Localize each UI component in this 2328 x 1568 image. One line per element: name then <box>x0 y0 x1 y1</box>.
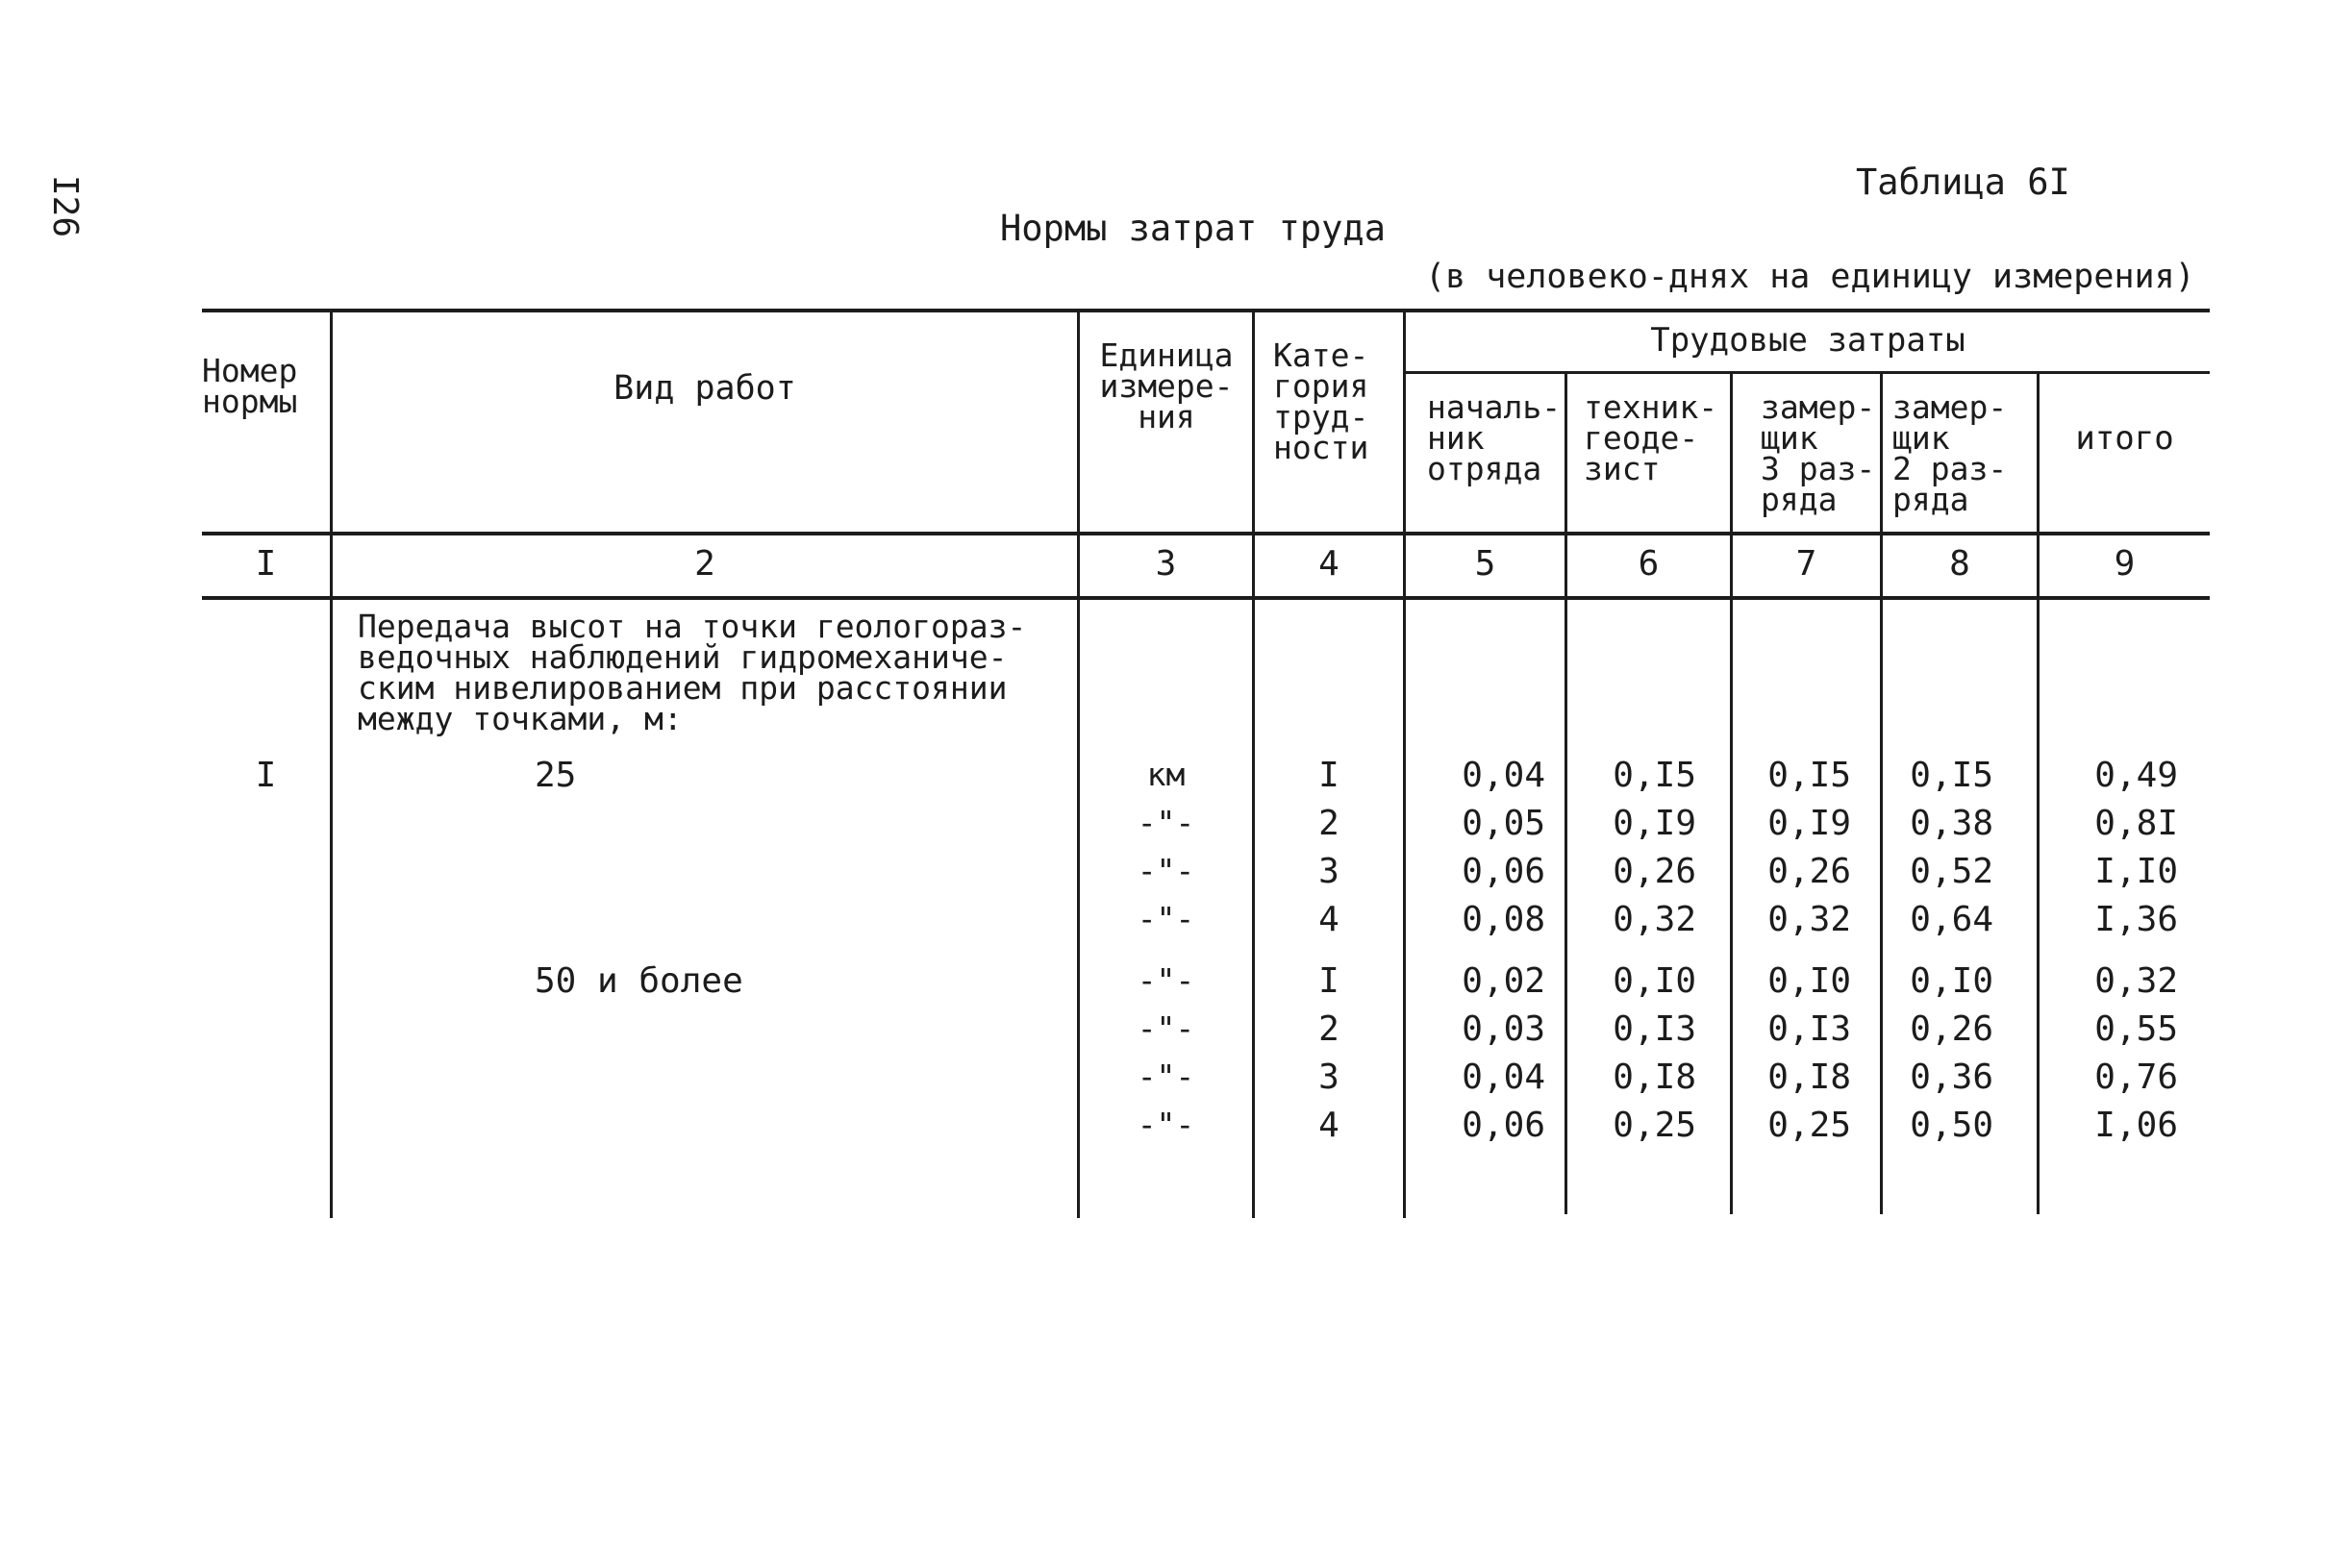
cell-tech: 0,I0 <box>1613 961 1696 1001</box>
cell-head: 0,06 <box>1462 852 1545 891</box>
column-numbers-rule <box>202 596 2210 600</box>
cell-unit: -"- <box>1137 1058 1195 1095</box>
work-description: Передача высот на точки геологораз- ведочных наблюдений гидромеханиче- ским нивелированием при расстоянии между точками, м: <box>358 608 1027 737</box>
cell-m2: 0,36 <box>1910 1058 1993 1097</box>
header-work-type: Вид работ <box>613 369 796 408</box>
cell-cat: 2 <box>1318 804 1339 843</box>
cell-m3: 0,I9 <box>1767 804 1851 843</box>
header-category: Кате- гория труд- ности <box>1273 336 1369 466</box>
column-number: 6 <box>1638 544 1660 584</box>
column-number: 5 <box>1474 544 1496 584</box>
cell-total: I,36 <box>2094 900 2178 939</box>
cell-head: 0,08 <box>1462 900 1545 939</box>
col-divider-1 <box>330 311 333 1218</box>
cell-unit: -"- <box>1137 900 1195 937</box>
cell-unit: -"- <box>1137 1106 1195 1143</box>
cell-total: 0,49 <box>2094 756 2178 795</box>
header-head: началь- ник отряда <box>1427 388 1562 487</box>
column-number: 7 <box>1795 544 1817 584</box>
cell-total: 0,55 <box>2094 1009 2178 1049</box>
cell-m2: 0,I0 <box>1910 961 1993 1001</box>
cell-cat: 2 <box>1318 1009 1339 1049</box>
cell-unit: км <box>1146 756 1186 793</box>
cell-total: 0,76 <box>2094 1058 2178 1097</box>
cell-m3: 0,25 <box>1767 1106 1851 1145</box>
distance-label: 50 и более <box>535 961 743 1001</box>
cell-m2: 0,50 <box>1910 1106 1993 1145</box>
header-measurer-3: замер- щик 3 раз- ряда <box>1761 388 1876 518</box>
cell-tech: 0,I9 <box>1613 804 1696 843</box>
cell-m3: 0,I8 <box>1767 1058 1851 1097</box>
cell-tech: 0,32 <box>1613 900 1696 939</box>
cell-m2: 0,26 <box>1910 1009 1993 1049</box>
cell-head: 0,06 <box>1462 1106 1545 1145</box>
cell-total: 0,32 <box>2094 961 2178 1001</box>
cell-unit: -"- <box>1137 1009 1195 1047</box>
cell-tech: 0,I3 <box>1613 1009 1696 1049</box>
table-subtitle: (в человеко-днях на единицу измерения) <box>1425 258 2195 296</box>
page-number: I26 <box>45 175 85 238</box>
norm-number: I <box>255 756 277 795</box>
cell-total: I,I0 <box>2094 852 2178 891</box>
labor-costs-rule <box>1404 371 2210 374</box>
cell-unit: -"- <box>1137 852 1195 889</box>
header-total: итого <box>2075 419 2174 458</box>
cell-unit: -"- <box>1137 961 1195 999</box>
cell-tech: 0,I5 <box>1613 756 1696 795</box>
cell-head: 0,04 <box>1462 756 1545 795</box>
cell-head: 0,03 <box>1462 1009 1545 1049</box>
table-top-rule <box>202 309 2210 312</box>
cell-total: I,06 <box>2094 1106 2178 1145</box>
cell-head: 0,05 <box>1462 804 1545 843</box>
cell-total: 0,8I <box>2094 804 2178 843</box>
cell-m3: 0,32 <box>1767 900 1851 939</box>
cell-cat: I <box>1318 756 1339 795</box>
cell-cat: 3 <box>1318 852 1339 891</box>
cell-cat: 3 <box>1318 1058 1339 1097</box>
cell-tech: 0,26 <box>1613 852 1696 891</box>
column-number: 3 <box>1155 544 1177 584</box>
cell-tech: 0,25 <box>1613 1106 1696 1145</box>
cell-cat: 4 <box>1318 1106 1339 1145</box>
cell-m3: 0,I3 <box>1767 1009 1851 1049</box>
header-technician: техник- геоде- зист <box>1584 388 1718 487</box>
cell-tech: 0,I8 <box>1613 1058 1696 1097</box>
cell-m2: 0,I5 <box>1910 756 1993 795</box>
header-bottom-rule <box>202 532 2210 535</box>
cell-unit: -"- <box>1137 804 1195 841</box>
header-measurer-2: замер- щик 2 раз- ряда <box>1892 388 2008 518</box>
header-labor-costs: Трудовые затраты <box>1650 321 1965 360</box>
cell-m2: 0,52 <box>1910 852 1993 891</box>
header-norm-number: Номер нормы <box>202 352 298 420</box>
header-unit: Единица измере- ния <box>1099 336 1234 436</box>
cell-m3: 0,I5 <box>1767 756 1851 795</box>
cell-cat: 4 <box>1318 900 1339 939</box>
cell-m2: 0,38 <box>1910 804 1993 843</box>
cell-m3: 0,I0 <box>1767 961 1851 1001</box>
distance-label: 25 <box>535 756 577 795</box>
cell-cat: I <box>1318 961 1339 1001</box>
column-number: I <box>255 544 277 584</box>
cell-m3: 0,26 <box>1767 852 1851 891</box>
table-label: Таблица 6I <box>1856 162 2070 203</box>
cell-head: 0,04 <box>1462 1058 1545 1097</box>
table-title: Нормы затрат труда <box>1000 208 1386 249</box>
cell-m2: 0,64 <box>1910 900 1993 939</box>
column-number: 9 <box>2114 544 2136 584</box>
cell-head: 0,02 <box>1462 961 1545 1001</box>
column-number: 8 <box>1949 544 1970 584</box>
column-number: 4 <box>1318 544 1339 584</box>
column-number: 2 <box>694 544 715 584</box>
